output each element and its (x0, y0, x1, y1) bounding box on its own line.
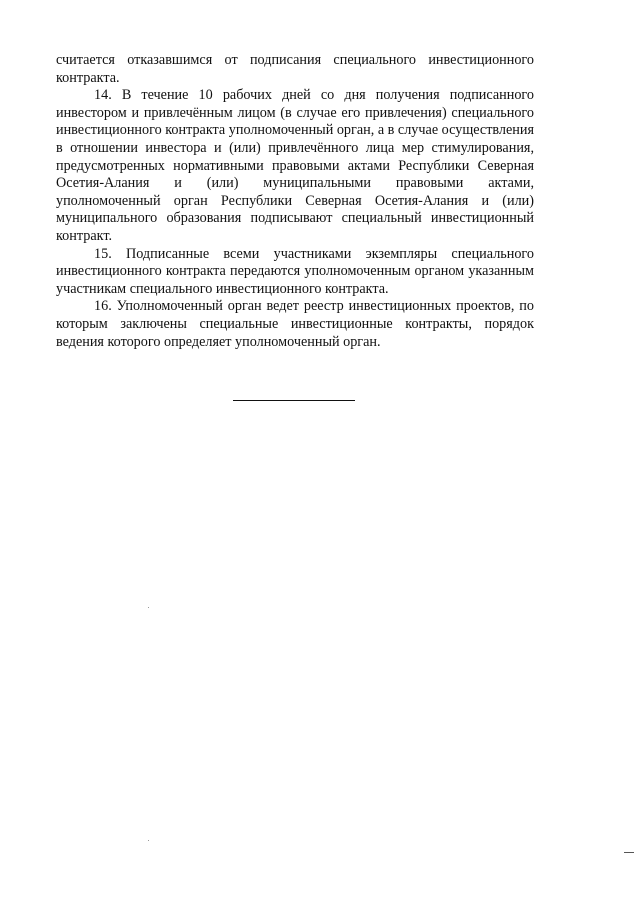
paragraph-14: 14. В течение 10 рабочих дней со дня получения подписанного инвестором и привлечённым лицом (в случае его привлечения) специального инвестиционного контракта уполномоченный орган, а в случае осуществления в отношении инвестора и (или) привлечённого лица мер стимулирования, предусмотренных нормативными правовыми актами Республики Северная Осетия-Алания и (или) муниципальными правовыми актами, уполномоченный орган Республики Северная Осетия-Алания и (или) муниципального образования подписывают специальный инвестиционный контракт. (56, 87, 534, 244)
scan-edge-mark (624, 852, 634, 853)
scan-speck (148, 840, 149, 841)
paragraph-continuation: считается отказавшимся от подписания специального инвестиционного контракта. (56, 52, 534, 86)
end-of-document-rule (233, 400, 355, 401)
scan-speck (148, 607, 149, 608)
paragraph-16: 16. Уполномоченный орган ведет реестр инвестиционных проектов, по которым заключены специальные инвестиционные контракты, порядок ведения которого определяет уполномоченный орган. (56, 298, 534, 350)
paragraph-15: 15. Подписанные всеми участниками экземпляры специального инвестиционного контракта передаются уполномоченным органом указанным участникам специального инвестиционного контракта. (56, 245, 534, 297)
document-body (56, 52, 534, 351)
